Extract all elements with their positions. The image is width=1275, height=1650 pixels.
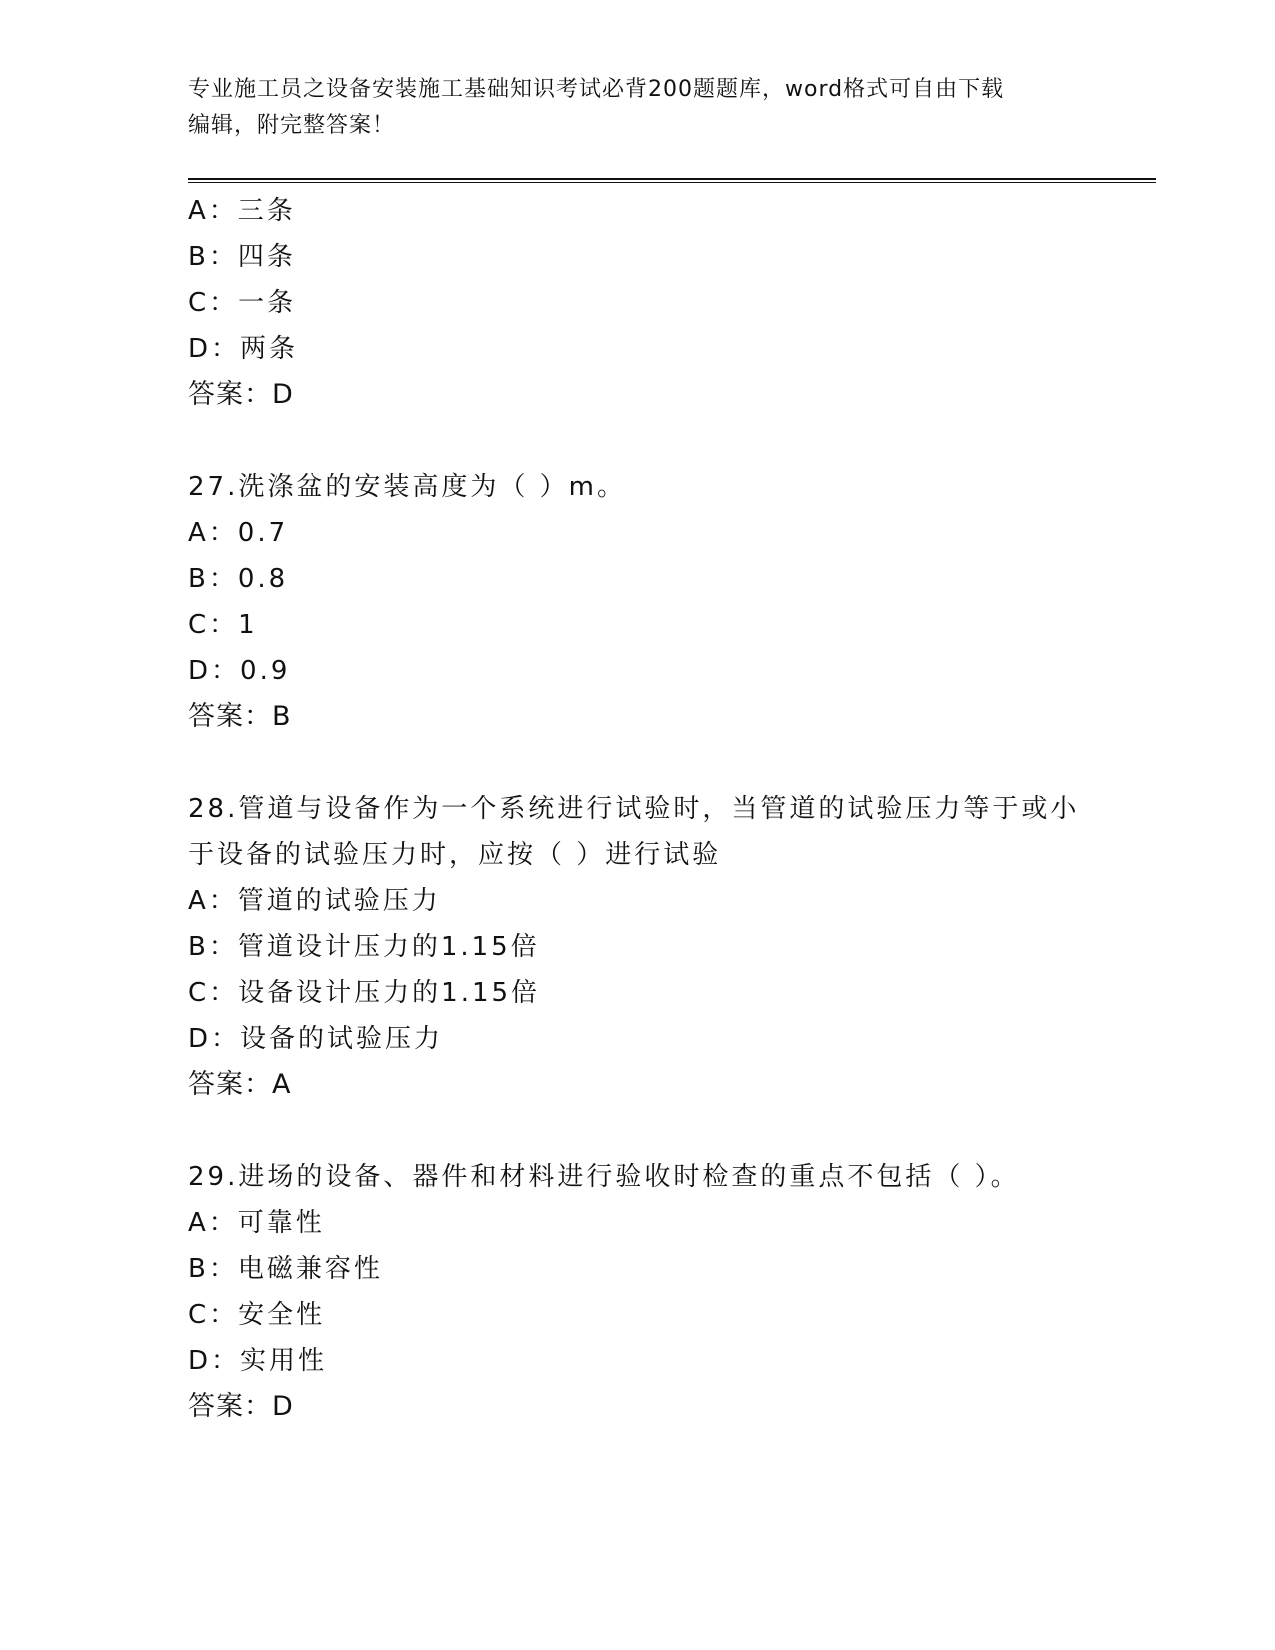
header-divider (188, 178, 1156, 183)
answer: 答案：A (188, 1069, 292, 1100)
option-a: A：可靠性 (188, 1208, 325, 1238)
header-line-1: 专业施工员之设备安装施工基础知识考试必背200题题库，word格式可自由下载 (188, 77, 1005, 102)
option-b: B：电磁兼容性 (188, 1254, 383, 1284)
option-b: B：0.8 (188, 564, 289, 594)
spacer (188, 418, 1156, 464)
question-block-28 (188, 786, 1156, 1108)
spacer (188, 1108, 1156, 1154)
option-c: C：1 (188, 610, 258, 640)
option-b: B：管道设计压力的1.15倍 (188, 932, 540, 962)
question-block-29 (188, 1154, 1156, 1430)
question-block-27 (188, 464, 1156, 740)
question-text: 27.洗涤盆的安装高度为（ ）m。 (188, 472, 626, 502)
answer: 答案：B (188, 701, 292, 732)
spacer (188, 740, 1156, 786)
option-a: A：三条 (188, 196, 296, 226)
question-text-line-1: 28.管道与设备作为一个系统进行试验时，当管道的试验压力等于或小 (188, 794, 1080, 824)
option-d: D：设备的试验压力 (188, 1024, 444, 1054)
option-b: B：四条 (188, 242, 296, 272)
header-line-2: 编辑，附完整答案！ (188, 113, 396, 138)
question-text-line-2: 于设备的试验压力时，应按（ ）进行试验 (188, 840, 722, 870)
option-c: C：安全性 (188, 1300, 326, 1330)
answer: 答案：D (188, 1391, 294, 1422)
option-a: A：0.7 (188, 518, 289, 548)
question-list (188, 188, 1156, 1430)
answer: 答案：D (188, 379, 294, 410)
option-d: D：两条 (188, 334, 299, 364)
option-c: C：一条 (188, 288, 297, 318)
question-text: 29.进场的设备、器件和材料进行验收时检查的重点不包括（ ）。 (188, 1162, 1020, 1192)
document-header (188, 72, 1088, 144)
option-c: C：设备设计压力的1.15倍 (188, 978, 541, 1008)
question-block-26 (188, 188, 1156, 418)
option-d: D：0.9 (188, 656, 291, 686)
option-a: A：管道的试验压力 (188, 886, 441, 916)
option-d: D：实用性 (188, 1346, 328, 1376)
